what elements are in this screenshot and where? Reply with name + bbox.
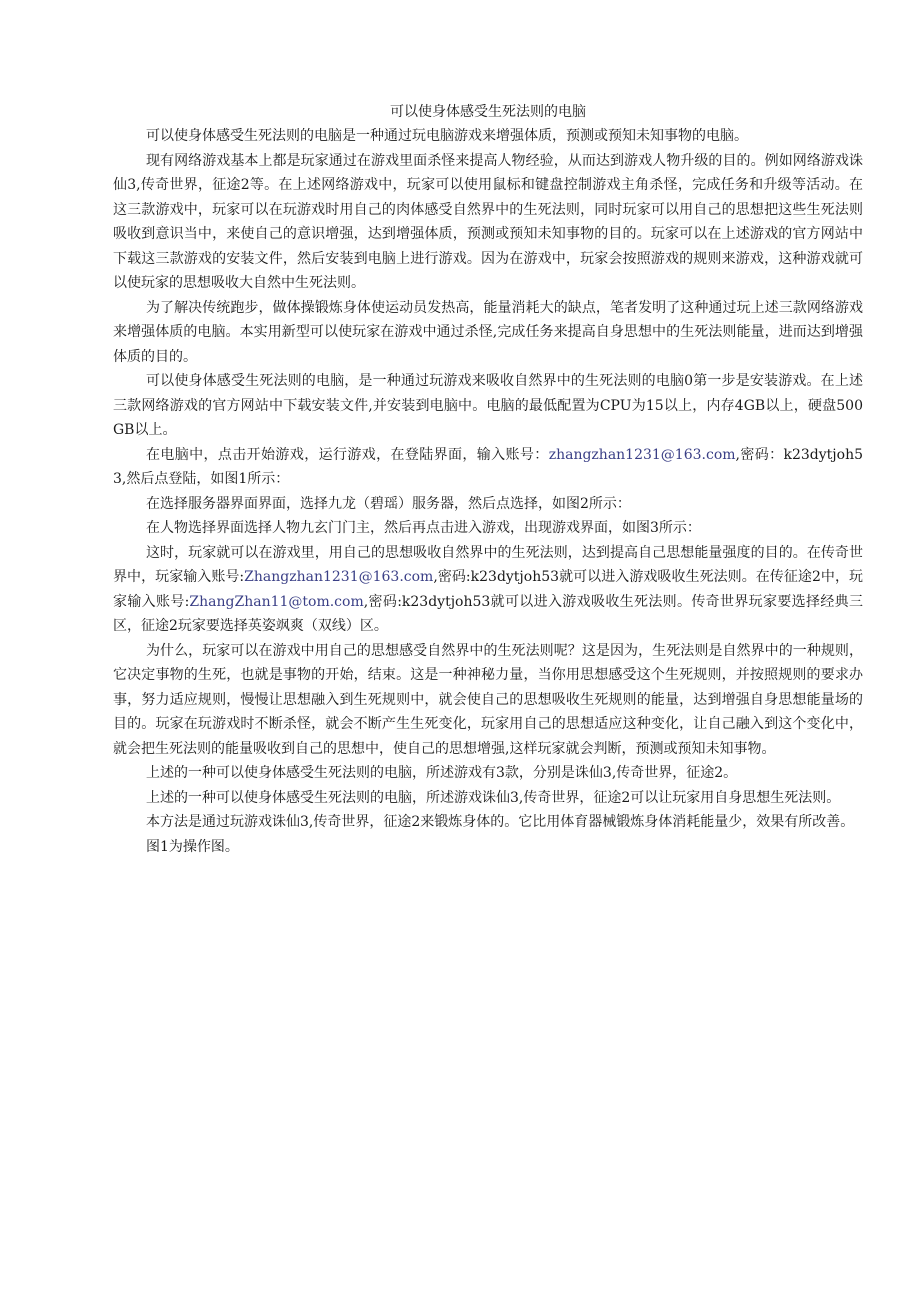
paragraph-5-text-before: 在电脑中，点击开始游戏，运行游戏，在登陆界面，输入账号： bbox=[146, 446, 549, 463]
paragraph-4: 可以使身体感受生死法则的电脑，是一种通过玩游戏来吸收自然界中的生死法则的电脑0第一步是安装游戏。在上述三款网络游戏的官方网站中下载安装文件,并安装到电脑中。电脑的最低配置为CPU为15以上，内存4GB以上，硬盘500GB以上。 bbox=[113, 373, 863, 438]
paragraph-10: 上述的一种可以使身体感受生死法则的电脑，所述游戏有3款，分别是诛仙3,传奇世界，征途2。 bbox=[146, 765, 738, 781]
paragraph-12: 本方法是通过玩游戏诛仙3,传奇世界，征途2来锻炼身体的。它比用体育器械锻炼身体消耗能量少，效果有所改善。 bbox=[146, 814, 855, 830]
paragraph-3: 为了解决传统跑步，做体操锻炼身体使运动员发热高，能量消耗大的缺点，笔者发明了这种通过玩上述三款网络游戏来增强体质的电脑。本实用新型可以使玩家在游戏中通过杀怪,完成任务来提高自身思想中的生死法则能量，进而达到增强体质的目的。 bbox=[113, 299, 863, 365]
paragraph-8 bbox=[113, 541, 863, 639]
paragraph-8-text-after: ,密码:k23dytjoh53就可以进入游戏吸收生死法则。传奇世界玩家要选择经典三区，征途2玩家要选择英姿飒爽（双线）区。 bbox=[113, 593, 864, 634]
document-title: 可以使身体感受生死法则的电脑 bbox=[390, 104, 586, 120]
paragraph-9: 为什么，玩家可以在游戏中用自己的思想感受自然界中的生死法则呢？这是因为，生死法则是自然界中的一种规则，它决定事物的生死，也就是事物的开始，结束。这是一种神秘力量，当你用思想感受这个生死规则，并按照规则的要求办事，努力适应规则，慢慢让思想融入到生死规则中，就会使自己的思想吸收生死规则的能量，达到增强自身思想能量场的目的。玩家在玩游戏时不断杀怪，就会不断产生生死变化，玩家用自己的思想适应这种变化，让自己融入到这个变化中，就会把生死法则的能量吸收到自己的思想中，使自己的思想增强,这样玩家就会判断，预测或预知未知事物。 bbox=[113, 642, 863, 757]
paragraph-1: 可以使身体感受生死法则的电脑是一种通过玩电脑游戏来增强体质，预测或预知未知事物的电脑。 bbox=[146, 128, 748, 144]
paragraph-6: 在选择服务器界面界面，选择九龙（碧瑶）服务器，然后点选择，如图2所示： bbox=[146, 495, 631, 512]
document-body bbox=[113, 100, 863, 859]
paragraph-8-text-middle: ,密码:k23dytjoh53就可以进入游戏吸收生死法则。在传征途2中，玩家输入账号: bbox=[113, 569, 864, 610]
paragraph-5-text-after: ,密码：k23dytjoh53,然后点登陆，如图1所示： bbox=[113, 446, 863, 487]
account-email-link[interactable]: zhangzhan1231@163.com bbox=[548, 446, 736, 463]
paragraph-5 bbox=[113, 443, 863, 492]
chuanqi-email-link[interactable]: Zhangzhan1231@163.com bbox=[244, 569, 434, 585]
paragraph-2: 现有网络游戏基本上都是玩家通过在游戏里面杀怪来提高人物经验，从而达到游戏人物升级的目的。例如网络游戏诛仙3,传奇世界，征途2等。在上述网络游戏中，玩家可以使用鼠标和键盘控制游戏主角杀怪，完成任务和升级等活动。在这三款游戏中，玩家可以在玩游戏时用自己的肉体感受自然界中的生死法则，同时玩家可以用自己的思想把这些生死法则吸收到意识当中，来使自己的意识增强，达到增强体质，预测或预知未知事物的目的。玩家可以在上述游戏的官方网站中下载这三款游戏的安装文件，然后安装到电脑上进行游戏。因为在游戏中，玩家会按照游戏的规则来游戏，这种游戏就可以使玩家的思想吸收大自然中生死法则。 bbox=[113, 152, 863, 291]
paragraph-8-text-before: 这时，玩家就可以在游戏里，用自己的思想吸收自然界中的生死法则，达到提高自己思想能量强度的目的。在传奇世界中，玩家输入账号: bbox=[113, 544, 863, 585]
paragraph-13: 图1为操作图。 bbox=[146, 838, 239, 855]
zhengtu-email-link[interactable]: ZhangZhan11@tom.com bbox=[189, 593, 364, 610]
paragraph-7: 在人物选择界面选择人物九玄门门主，然后再点击进入游戏，出现游戏界面，如图3所示： bbox=[146, 520, 701, 536]
paragraph-11: 上述的一种可以使身体感受生死法则的电脑，所述游戏诛仙3,传奇世界，征途2可以让玩家用自身思想生死法则。 bbox=[146, 789, 841, 806]
